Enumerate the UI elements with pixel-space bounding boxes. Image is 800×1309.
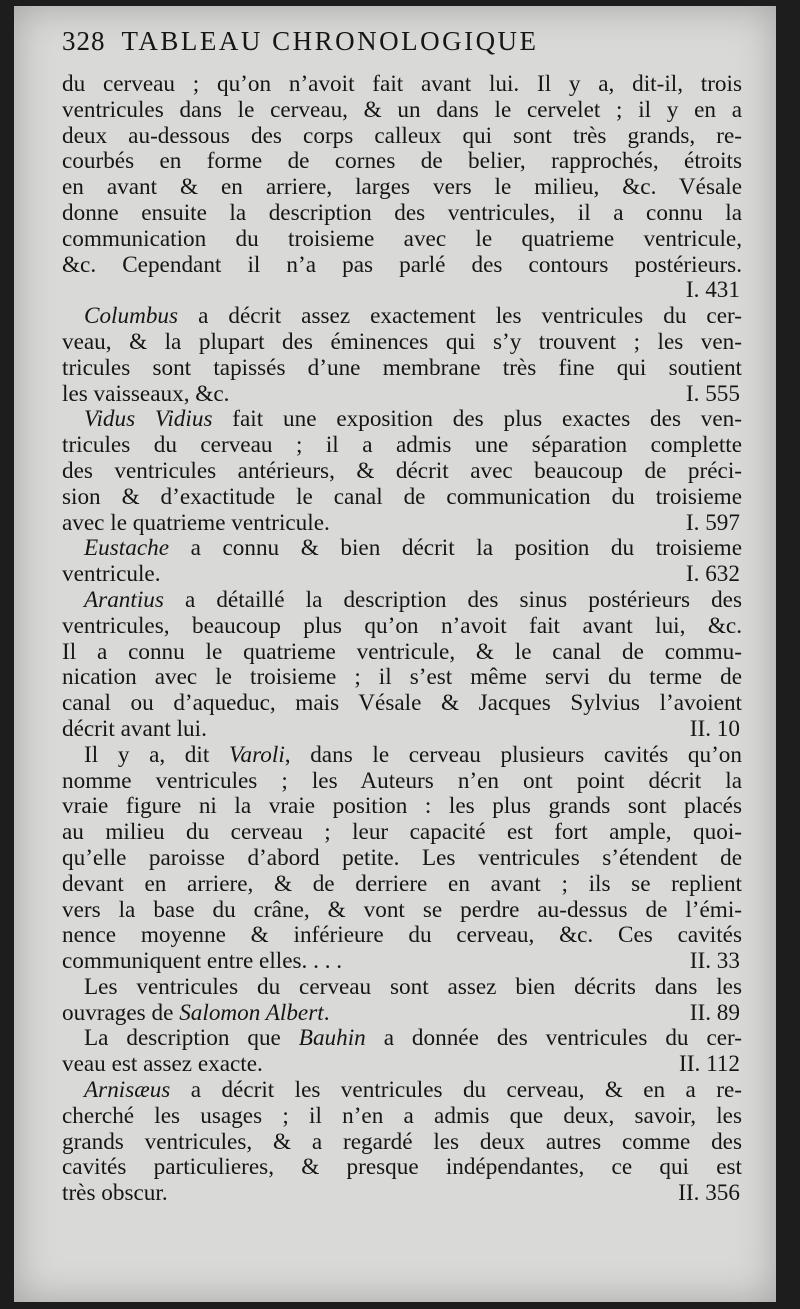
body-text	[62, 72, 742, 1207]
author-name: Varoli	[228, 741, 285, 768]
text-line: vers la base du crâne, & vont se perdre au-dessus de l’émi-	[62, 896, 742, 923]
text-span: veau est assez exacte.	[62, 1051, 263, 1078]
reference: II. 89	[689, 999, 740, 1026]
text-line: sion & d’exactitude le canal de communication du troisieme	[62, 483, 742, 510]
text-line: vraie figure ni la vraie position : les plus grands sont placés	[62, 793, 742, 820]
reference: I. 555	[685, 380, 740, 407]
text-line	[62, 717, 742, 743]
text-line	[62, 1078, 742, 1104]
text-line: qu’elle paroisse d’abord petite. Les ventricules s’étendent de	[62, 844, 742, 871]
reference: II. 10	[689, 715, 740, 742]
text-span: , dans le cerveau plusieurs cavités qu’on	[284, 741, 742, 768]
text-span: a donnée des ventricules du cer-	[365, 1025, 743, 1052]
text-span: a décrit assez exactement les ventricules du cer-	[178, 303, 742, 330]
text-span: très obscur.	[62, 1180, 168, 1207]
text-span: les vaisseaux, &c.	[62, 380, 230, 407]
text-line: du cerveau ; qu’on n’avoit fait avant lui. Il y a, dit-il, trois	[62, 71, 742, 97]
text-span	[62, 1001, 329, 1027]
page-number: 328	[62, 26, 106, 56]
text-line: nomme ventricules ; les Auteurs n’en ont point décrit la	[62, 767, 742, 794]
text-line: courbés en forme de cornes de belier, rapprochés, étroits	[62, 148, 742, 175]
text-line	[62, 1181, 742, 1207]
text-line	[62, 1052, 742, 1078]
text-span: ouvrages de	[62, 999, 180, 1026]
text-span: communiquent entre elles. . . .	[62, 948, 343, 975]
text-line	[62, 588, 742, 614]
author-name: Columbus	[84, 303, 179, 330]
entry-salomon-albert	[62, 975, 742, 1027]
text-span: a détaillé la description des sinus postérieurs des	[163, 586, 742, 613]
text-line	[62, 407, 742, 433]
text-line: devant en arriere, & de derriere en avant ; ils se replient	[62, 870, 742, 897]
author-name: Arnisæus	[84, 1077, 171, 1104]
reference: I. 632	[685, 561, 740, 588]
text-span: ventricule.	[62, 561, 161, 588]
text-line: nence moyenne & inférieure du cerveau, &c. Ces cavités	[62, 922, 742, 949]
text-line: canal ou d’aqueduc, mais Vésale & Jacques Sylvius l’avoient	[62, 690, 742, 717]
text-span: La description que	[84, 1025, 299, 1052]
text-line: &c. Cependant il n’a pas parlé des contours postérieurs.	[62, 251, 742, 278]
text-line	[62, 536, 742, 562]
text-line: grands ventricules, & a regardé les deux autres comme des	[62, 1128, 742, 1155]
text-line: Les ventricules du cerveau sont assez bien décrits dans les	[84, 973, 742, 1000]
text-line	[62, 1026, 742, 1052]
text-line: nication avec le troisieme ; il s’est même servi du terme de	[62, 664, 742, 691]
text-line: tricules sont tapissés d’une membrane très fine qui soutient	[62, 354, 742, 381]
author-name: Vidus Vidius	[84, 406, 213, 433]
entry-columbus	[62, 304, 742, 407]
text-line: donne ensuite la description des ventricules, il a connu la	[62, 199, 742, 226]
text-line: Il a connu le quatrieme ventricule, & le canal de commu-	[62, 638, 742, 665]
reference: I. 597	[685, 509, 740, 536]
entry-vidus-vidius	[62, 407, 742, 536]
text-span: avec le quatrieme ventricule.	[62, 509, 330, 536]
text-line	[62, 743, 742, 769]
text-span: fait une exposition des plus exactes des ven-	[212, 406, 742, 433]
book-page	[14, 6, 776, 1302]
text-line	[62, 511, 742, 537]
reference: II. 112	[679, 1051, 740, 1078]
text-line: veau, & la plupart des éminences qui s’y trouvent ; les ven-	[62, 328, 742, 355]
text-line: des ventricules antérieurs, & décrit avec beaucoup de préci-	[62, 457, 742, 484]
text-line: cherché les usages ; il n’en a admis que deux, savoir, les	[62, 1102, 742, 1129]
entry-arnisaeus	[62, 1078, 742, 1207]
text-span: décrit avant lui.	[62, 715, 207, 742]
entry-vesale-continuation	[62, 72, 742, 304]
text-span: .	[323, 999, 330, 1026]
page-content	[62, 26, 742, 1207]
text-span: Il y a, dit	[84, 741, 229, 768]
author-name: Eustache	[84, 535, 169, 562]
text-line: communication du troisieme avec le quatrieme ventricule,	[62, 225, 742, 252]
reference: II. 33	[689, 948, 740, 975]
text-line: deux au-dessous des corps calleux qui sont très grands, re-	[62, 122, 742, 149]
entry-arantius	[62, 588, 742, 743]
text-line	[62, 949, 742, 975]
text-line: au milieu du cerveau ; leur capacité est fort ample, quoi-	[62, 819, 742, 846]
text-line: cavités particulieres, & presque indépendantes, ce qui est	[62, 1154, 742, 1181]
text-line	[62, 304, 742, 330]
running-title: TABLEAU CHRONOLOGIQUE	[121, 26, 539, 56]
text-line: en avant & en arriere, larges vers le milieu, &c. Vésale	[62, 174, 742, 201]
reference: II. 356	[678, 1180, 740, 1207]
reference: I. 431	[685, 277, 740, 304]
page-header	[62, 26, 742, 72]
entry-eustache	[62, 536, 742, 588]
text-line: ventricules, beaucoup plus qu’on n’avoit fait avant lui, &c.	[62, 612, 742, 639]
text-span: a décrit les ventricules du cerveau, & en a re-	[170, 1077, 742, 1104]
text-line	[62, 562, 742, 588]
author-name: Bauhin	[298, 1025, 366, 1052]
author-name: Arantius	[84, 586, 164, 613]
text-line: tricules du cerveau ; il a admis une séparation complette	[62, 432, 742, 459]
entry-bauhin	[62, 1026, 742, 1078]
text-span: a connu & bien décrit la position du troisieme	[169, 535, 742, 562]
text-line: ventricules dans le cerveau, & un dans le cervelet ; il y en a	[62, 96, 742, 123]
text-line	[62, 1001, 742, 1027]
entry-varoli	[62, 743, 742, 975]
text-line	[62, 382, 742, 408]
author-name: Salomon Albert	[179, 999, 324, 1026]
